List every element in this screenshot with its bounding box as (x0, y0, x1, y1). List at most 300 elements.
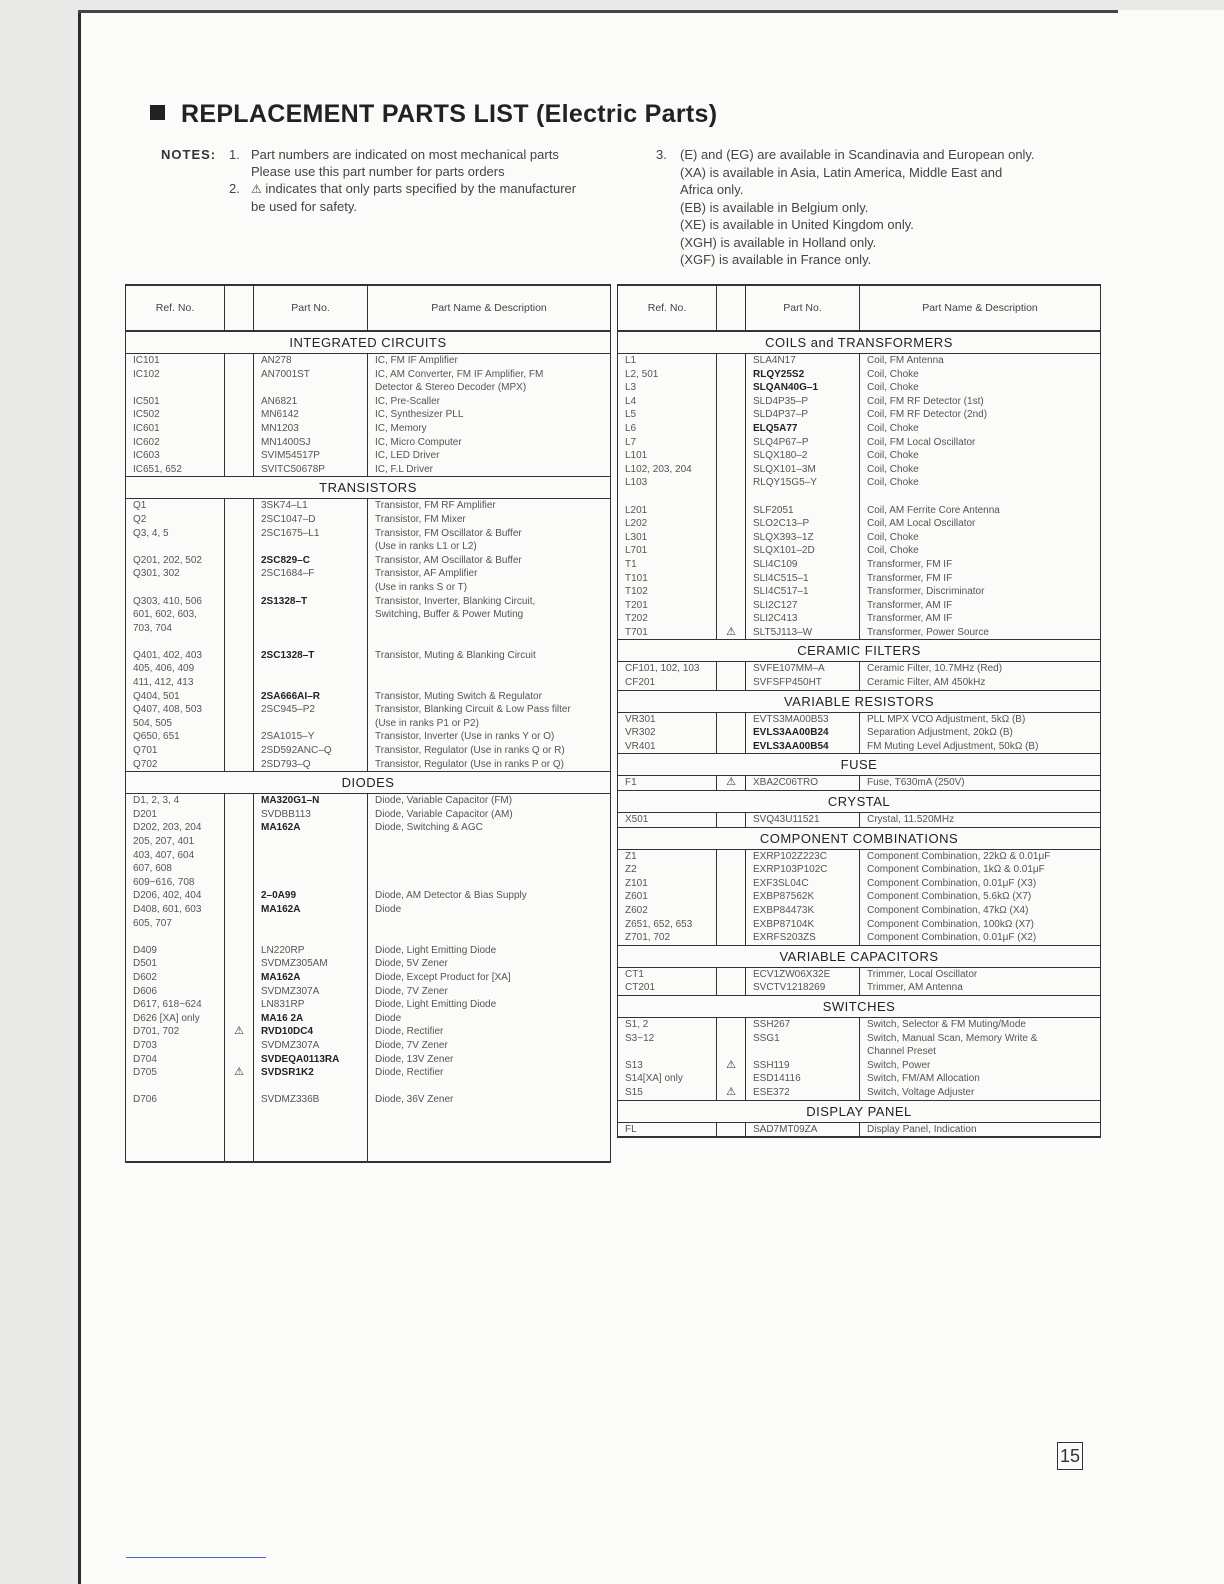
warning-cell (225, 821, 254, 835)
ref-no-cell: D409 (126, 944, 225, 958)
table-row (126, 649, 611, 663)
warning-cell (717, 368, 746, 382)
part-no-cell: 2SC945–P2 (254, 703, 368, 717)
ref-no-cell (126, 930, 225, 944)
warning-cell (717, 967, 746, 981)
table-row (126, 998, 611, 1012)
part-no-cell: SVFE107MM–A (746, 662, 860, 676)
ref-no-cell: Z651, 652, 653 (618, 918, 717, 932)
table-row (126, 381, 611, 395)
table-row (126, 354, 611, 368)
part-no-cell: SLF2051 (746, 504, 860, 518)
warning-cell (225, 408, 254, 422)
section-title: CERAMIC FILTERS (618, 640, 1101, 662)
table-row (618, 918, 1101, 932)
table-row (618, 877, 1101, 891)
part-no-cell (254, 662, 368, 676)
description-cell (368, 622, 611, 636)
part-no-cell: SLQX101–2D (746, 544, 860, 558)
table-row (618, 558, 1101, 572)
description-cell: Detector & Stereo Decoder (MPX) (368, 381, 611, 395)
part-no-cell: MA162A (254, 971, 368, 985)
part-no-cell (254, 835, 368, 849)
table-row (126, 1066, 611, 1080)
ref-no-cell: IC501 (126, 395, 225, 409)
warning-cell (717, 544, 746, 558)
description-cell: Coil, Choke (860, 463, 1101, 477)
table-row (618, 712, 1101, 726)
ref-no-header: Ref. No. (618, 285, 717, 331)
part-no-cell: EVTS3MA00B53 (746, 712, 860, 726)
ref-no-cell: Q702 (126, 758, 225, 772)
ref-no-header: Ref. No. (126, 285, 225, 331)
ref-no-cell: Z602 (618, 904, 717, 918)
warning-cell (717, 863, 746, 877)
warning-cell (717, 740, 746, 754)
ref-no-cell: Q1 (126, 499, 225, 513)
table-row (618, 1086, 1101, 1100)
ref-no-cell: Q650, 651 (126, 730, 225, 744)
table-row (126, 554, 611, 568)
description-cell: Diode (368, 1012, 611, 1026)
description-cell: Coil, AM Local Oscillator (860, 517, 1101, 531)
table-row (126, 1053, 611, 1067)
table-row (618, 726, 1101, 740)
section-title: SWITCHES (618, 995, 1101, 1017)
description-cell: Transistor, Inverter, Blanking Circuit, (368, 595, 611, 609)
part-no-cell: MA16 2A (254, 1012, 368, 1026)
part-no-cell: EVLS3AA00B54 (746, 740, 860, 754)
description-cell (860, 490, 1101, 504)
note-3-number: 3. (656, 147, 667, 162)
table-row (126, 368, 611, 382)
part-no-cell: SLD4P35–P (746, 395, 860, 409)
part-no-cell: SSG1 (746, 1032, 860, 1046)
warning-cell (225, 449, 254, 463)
table-row (618, 1032, 1101, 1046)
ref-no-cell: L102, 203, 204 (618, 463, 717, 477)
warning-cell (225, 889, 254, 903)
warning-cell (225, 1012, 254, 1026)
warning-cell (225, 676, 254, 690)
part-no-cell: SVDMZ307A (254, 1039, 368, 1053)
description-cell: IC, Memory (368, 422, 611, 436)
part-no-header: Part No. (254, 285, 368, 331)
part-no-cell (254, 1134, 368, 1148)
ref-no-cell: 504, 505 (126, 717, 225, 731)
ref-no-cell: D706 (126, 1093, 225, 1107)
description-cell: Transformer, FM IF (860, 558, 1101, 572)
table-row (126, 730, 611, 744)
warning-cell (225, 662, 254, 676)
description-cell: Diode, Switching & AGC (368, 821, 611, 835)
warning-cell (717, 1032, 746, 1046)
table-row (126, 463, 611, 477)
part-no-cell: SVFSFP450HT (746, 676, 860, 690)
ref-no-cell: S1, 2 (618, 1017, 717, 1031)
warning-cell (717, 712, 746, 726)
warning-cell (717, 890, 746, 904)
part-no-cell: SLT5J113–W (746, 626, 860, 640)
part-no-cell: AN278 (254, 354, 368, 368)
part-no-cell: MN6142 (254, 408, 368, 422)
table-row (618, 572, 1101, 586)
warning-cell (717, 531, 746, 545)
description-cell: Coil, FM RF Detector (1st) (860, 395, 1101, 409)
description-cell: Separation Adjustment, 20kΩ (B) (860, 726, 1101, 740)
description-cell: Transistor, Muting & Blanking Circuit (368, 649, 611, 663)
part-no-cell (254, 930, 368, 944)
ref-no-cell: D626 [XA] only (126, 1012, 225, 1026)
table-row (618, 476, 1101, 490)
part-no-cell: SLI4C109 (746, 558, 860, 572)
part-no-cell: MN1400SJ (254, 436, 368, 450)
table-row (618, 1072, 1101, 1086)
table-row (618, 849, 1101, 863)
warning-cell: ⚠ (225, 1066, 254, 1080)
note-3-line: (XGF) is available in France only. (680, 252, 872, 267)
warning-cell (225, 808, 254, 822)
table-header-row (618, 285, 1101, 331)
ref-no-cell: Z1 (618, 849, 717, 863)
ref-no-cell: L5 (618, 408, 717, 422)
description-cell: Coil, FM Local Oscillator (860, 436, 1101, 450)
description-cell (368, 917, 611, 931)
section-title: DIODES (126, 772, 611, 794)
section-title: TRANSISTORS (126, 477, 611, 499)
warning-cell (225, 794, 254, 808)
warning-cell (717, 849, 746, 863)
page-title-text: REPLACEMENT PARTS LIST (Electric Parts) (181, 100, 718, 128)
description-cell (368, 635, 611, 649)
table-row (618, 585, 1101, 599)
table-row (618, 676, 1101, 690)
description-cell: (Use in ranks P1 or P2) (368, 717, 611, 731)
part-no-cell: SLI2C413 (746, 612, 860, 626)
description-cell: Coil, Choke (860, 368, 1101, 382)
ref-no-cell: Q3, 4, 5 (126, 527, 225, 541)
description-cell: Switch, FM/AM Allocation (860, 1072, 1101, 1086)
ref-no-cell: IC603 (126, 449, 225, 463)
table-row (126, 422, 611, 436)
notes-label: NOTES: (161, 147, 217, 162)
ref-no-cell: FL (618, 1122, 717, 1137)
warning-cell (225, 930, 254, 944)
table-row (126, 608, 611, 622)
description-cell: Switch, Voltage Adjuster (860, 1086, 1101, 1100)
description-cell: (Use in ranks L1 or L2) (368, 540, 611, 554)
warning-cell (717, 1045, 746, 1059)
description-cell: Transistor, FM Oscillator & Buffer (368, 527, 611, 541)
description-cell (368, 662, 611, 676)
table-row (618, 354, 1101, 368)
description-cell: Switch, Power (860, 1059, 1101, 1073)
part-no-cell: MA162A (254, 821, 368, 835)
part-no-cell (254, 608, 368, 622)
description-cell: IC, FM IF Amplifier (368, 354, 611, 368)
warning-cell: ⚠ (225, 1025, 254, 1039)
section-title: COILS and TRANSFORMERS (618, 331, 1101, 354)
table-row (618, 395, 1101, 409)
warning-cell (717, 572, 746, 586)
description-cell: Diode, Rectifier (368, 1025, 611, 1039)
part-no-cell: 2SC829–C (254, 554, 368, 568)
table-row (618, 381, 1101, 395)
table-row (126, 595, 611, 609)
ref-no-cell: D201 (126, 808, 225, 822)
ref-no-cell: T202 (618, 612, 717, 626)
warning-cell (225, 513, 254, 527)
part-no-cell: EXRP102Z223C (746, 849, 860, 863)
part-no-cell (254, 381, 368, 395)
part-no-cell: SLQ4P67–P (746, 436, 860, 450)
description-cell: Transistor, FM RF Amplifier (368, 499, 611, 513)
section-title: INTEGRATED CIRCUITS (126, 331, 611, 354)
description-cell: Component Combination, 1kΩ & 0.01μF (860, 863, 1101, 877)
table-row (618, 981, 1101, 995)
part-no-cell: SLA4N17 (746, 354, 860, 368)
ref-no-cell: D206, 402, 404 (126, 889, 225, 903)
part-no-cell: MN1203 (254, 422, 368, 436)
table-row (126, 794, 611, 808)
warning-cell (225, 971, 254, 985)
warning-cell (717, 585, 746, 599)
table-row (126, 1012, 611, 1026)
table-row (126, 835, 611, 849)
ref-no-cell: T201 (618, 599, 717, 613)
part-no-cell (254, 917, 368, 931)
table-row (126, 1093, 611, 1107)
warning-cell (717, 381, 746, 395)
warning-cell: ⚠ (717, 776, 746, 791)
ref-no-cell: Q2 (126, 513, 225, 527)
description-cell: Switch, Manual Scan, Memory Write & (860, 1032, 1101, 1046)
warning-cell (225, 744, 254, 758)
warning-cell (225, 436, 254, 450)
description-cell: Coil, Choke (860, 476, 1101, 490)
description-cell: Transistor, AM Oscillator & Buffer (368, 554, 611, 568)
table-row (126, 676, 611, 690)
ref-no-cell: T101 (618, 572, 717, 586)
warning-cell (717, 354, 746, 368)
warning-cell (717, 449, 746, 463)
ref-no-cell: 605, 707 (126, 917, 225, 931)
ref-no-cell: VR302 (618, 726, 717, 740)
note-1-line-1: Part numbers are indicated on most mechanical parts (251, 147, 559, 162)
ref-no-cell: D602 (126, 971, 225, 985)
part-no-cell: EXF3SL04C (746, 877, 860, 891)
ref-no-cell: IC651, 652 (126, 463, 225, 477)
table-row (618, 904, 1101, 918)
table-row (126, 1134, 611, 1148)
table-row (618, 967, 1101, 981)
ref-no-cell: D1, 2, 3, 4 (126, 794, 225, 808)
warning-cell (225, 368, 254, 382)
description-cell: Component Combination, 0.01μF (X2) (860, 931, 1101, 945)
ref-no-cell: L6 (618, 422, 717, 436)
section-header-row (618, 754, 1101, 776)
table-row (126, 985, 611, 999)
part-no-cell: SVDMZ336B (254, 1093, 368, 1107)
part-no-cell (254, 876, 368, 890)
ref-no-cell: D705 (126, 1066, 225, 1080)
ref-no-cell (126, 635, 225, 649)
description-cell: Trimmer, Local Oscillator (860, 967, 1101, 981)
ref-no-cell (618, 490, 717, 504)
table-row (618, 662, 1101, 676)
note-2-number: 2. (229, 181, 240, 196)
description-cell (368, 1107, 611, 1121)
ref-no-cell (126, 381, 225, 395)
warning-cell (225, 649, 254, 663)
section-title: VARIABLE RESISTORS (618, 690, 1101, 712)
part-no-cell (254, 540, 368, 554)
warning-cell (717, 463, 746, 477)
table-row (126, 527, 611, 541)
part-no-cell: EXRFS203ZS (746, 931, 860, 945)
warning-cell (717, 662, 746, 676)
warning-cell (717, 436, 746, 450)
table-row (126, 567, 611, 581)
part-no-cell: ECV1ZW06X32E (746, 967, 860, 981)
ref-no-cell: CT1 (618, 967, 717, 981)
bullet-square-icon (150, 105, 165, 120)
ref-no-cell: 601, 602, 603, (126, 608, 225, 622)
warning-cell (717, 490, 746, 504)
table-row (126, 758, 611, 772)
table-row (126, 395, 611, 409)
ref-no-cell: 405, 406, 409 (126, 662, 225, 676)
ref-no-cell: 703, 704 (126, 622, 225, 636)
warning-cell (717, 981, 746, 995)
description-cell: (Use in ranks S or T) (368, 581, 611, 595)
part-no-cell: SVCTV1218269 (746, 981, 860, 995)
part-no-cell: SVDBB113 (254, 808, 368, 822)
ref-no-cell: L3 (618, 381, 717, 395)
description-cell: FM Muting Level Adjustment, 50kΩ (B) (860, 740, 1101, 754)
note-3-line: (E) and (EG) are available in Scandinavia and European only. (680, 147, 1035, 162)
description-header: Part Name & Description (368, 285, 611, 331)
table-row (126, 703, 611, 717)
table-row (618, 1059, 1101, 1073)
part-no-cell: SVIM54517P (254, 449, 368, 463)
table-row (126, 930, 611, 944)
warning-cell: ⚠ (717, 626, 746, 640)
ref-no-cell: D703 (126, 1039, 225, 1053)
warning-cell (225, 944, 254, 958)
note-2 (229, 180, 651, 215)
description-cell: Diode, Variable Capacitor (FM) (368, 794, 611, 808)
table-row (126, 1148, 611, 1163)
part-no-cell: RLQY25S2 (746, 368, 860, 382)
description-cell: Transistor, Blanking Circuit & Low Pass filter (368, 703, 611, 717)
ref-no-cell: Q701 (126, 744, 225, 758)
part-no-cell: SLQX393–1Z (746, 531, 860, 545)
ref-no-cell: L103 (618, 476, 717, 490)
description-cell: IC, Pre-Scaller (368, 395, 611, 409)
table-row (126, 1120, 611, 1134)
warning-cell (225, 554, 254, 568)
ref-no-cell: S13 (618, 1059, 717, 1073)
ref-no-cell: Q404, 501 (126, 690, 225, 704)
description-cell: Transistor, AF Amplifier (368, 567, 611, 581)
warning-col-header (717, 285, 746, 331)
table-row (618, 931, 1101, 945)
table-row (618, 422, 1101, 436)
description-cell: Diode, 7V Zener (368, 985, 611, 999)
warning-cell (225, 758, 254, 772)
warning-cell (717, 726, 746, 740)
description-cell: Diode, 7V Zener (368, 1039, 611, 1053)
table-header-row (126, 285, 611, 331)
section-title: DISPLAY PANEL (618, 1100, 1101, 1122)
table-row (126, 957, 611, 971)
description-cell: Diode, Light Emitting Diode (368, 998, 611, 1012)
part-no-cell: 2SA666AI–R (254, 690, 368, 704)
part-no-cell: SVDSR1K2 (254, 1066, 368, 1080)
warning-cell (717, 1017, 746, 1031)
table-row (618, 504, 1101, 518)
ref-no-cell: L1 (618, 354, 717, 368)
description-header: Part Name & Description (860, 285, 1101, 331)
description-cell: Transistor, Muting Switch & Regulator (368, 690, 611, 704)
part-no-cell (254, 1148, 368, 1163)
warning-cell (717, 422, 746, 436)
part-no-cell: 2SC1684–F (254, 567, 368, 581)
ref-no-cell: L202 (618, 517, 717, 531)
description-cell (368, 849, 611, 863)
description-cell: Fuse, T630mA (250V) (860, 776, 1101, 791)
table-row (126, 662, 611, 676)
warning-cell (225, 903, 254, 917)
warning-cell (225, 608, 254, 622)
note-2-line-1: indicates that only parts specified by the manufacturer (265, 181, 577, 196)
ref-no-cell: CF201 (618, 676, 717, 690)
ref-no-cell (126, 540, 225, 554)
warning-cell (225, 1039, 254, 1053)
warning-cell (225, 1080, 254, 1094)
table-row (618, 408, 1101, 422)
table-row (126, 808, 611, 822)
part-no-cell: SLQAN40G–1 (746, 381, 860, 395)
table-row (618, 863, 1101, 877)
table-row (126, 849, 611, 863)
ref-no-cell: IC601 (126, 422, 225, 436)
page-title (150, 100, 717, 129)
description-cell: Diode, 5V Zener (368, 957, 611, 971)
section-header-row (618, 331, 1101, 354)
description-cell: Coil, Choke (860, 449, 1101, 463)
warning-cell (717, 504, 746, 518)
ref-no-cell: S3~12 (618, 1032, 717, 1046)
warning-cell (225, 835, 254, 849)
description-cell (368, 1080, 611, 1094)
description-cell: Coil, Choke (860, 422, 1101, 436)
warning-cell (717, 1072, 746, 1086)
ref-no-cell: S14[XA] only (618, 1072, 717, 1086)
ref-no-cell: D617, 618~624 (126, 998, 225, 1012)
description-cell: Coil, Choke (860, 531, 1101, 545)
part-no-cell: 2SC1328–T (254, 649, 368, 663)
parts-table-left (125, 284, 611, 1163)
section-header-row (618, 995, 1101, 1017)
table-row (618, 517, 1101, 531)
warning-cell (225, 395, 254, 409)
part-no-cell: SLI2C127 (746, 599, 860, 613)
part-no-cell (254, 1120, 368, 1134)
table-row (126, 436, 611, 450)
ref-no-cell: Z601 (618, 890, 717, 904)
